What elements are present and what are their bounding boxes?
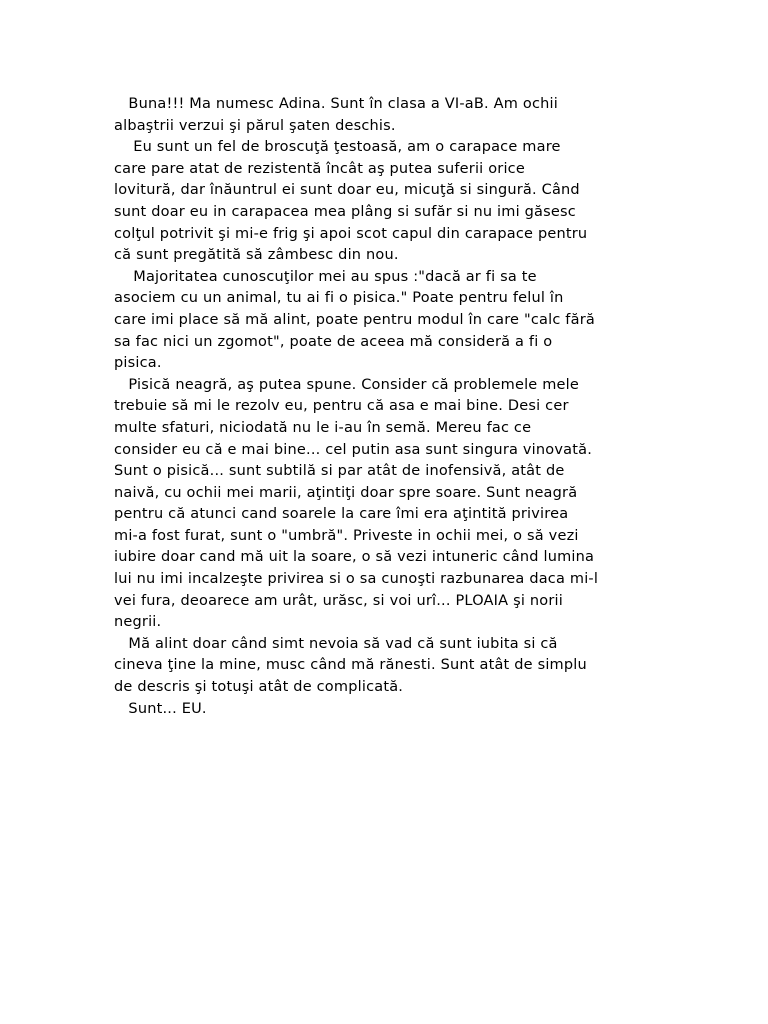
- text-line: Sunt... EU.: [114, 700, 207, 717]
- text-line: Buna!!! Ma numesc Adina. Sunt în clasa a VI-aB. Am ochii: [114, 96, 559, 112]
- text-line: pisica.: [114, 355, 162, 372]
- text-line: iubire doar cand mă uit la soare, o să vezi intuneric când lumina: [114, 549, 595, 566]
- text-line: asociem cu un animal, tu ai fi o pisica." Poate pentru felul în: [114, 290, 564, 307]
- text-line: mi-a fost furat, sunt o "umbră". Priveste in ochii mei, o să vezi: [114, 527, 579, 544]
- text-line: albaştrii verzui şi părul şaten deschis.: [114, 117, 396, 134]
- text-line: lovitură, dar înăuntrul ei sunt doar eu, micuţă si singură. Când: [114, 182, 580, 199]
- text-line: sunt doar eu in carapacea mea plâng si sufăr si nu imi găsesc: [114, 203, 576, 220]
- text-line: consider eu că e mai bine... cel putin asa sunt singura vinovată.: [114, 441, 592, 458]
- text-line: de descris şi totuşi atât de complicată.: [114, 679, 404, 696]
- text-line: Pisică neagră, aş putea spune. Consider că problemele mele: [114, 376, 580, 393]
- text-line: colţul potrivit şi mi-e frig şi apoi scot capul din carapace pentru: [114, 225, 588, 242]
- text-line: Mă alint doar când simt nevoia să vad că sunt iubita si că: [114, 635, 558, 652]
- text-line: că sunt pregătită să zâmbesc din nou.: [114, 247, 399, 264]
- text-line: sa fac nici un zgomot", poate de aceea mă consideră a fi o: [114, 333, 553, 350]
- text-line: multe sfaturi, niciodată nu le i-au în semă. Mereu fac ce: [114, 419, 532, 436]
- text-line: lui nu imi incalzeşte privirea si o sa cunoşti razbunarea daca mi-l: [114, 571, 599, 588]
- text-line: care imi place să mă alint, poate pentru modul în care "calc fără: [114, 311, 595, 328]
- text-line: Majoritatea cunoscuţilor mei au spus :"dacă ar fi sa te: [114, 268, 537, 285]
- text-line: Eu sunt un fel de broscuţă ţestoasă, am o carapace mare: [114, 139, 561, 156]
- text-line: vei fura, deoarece am urât, urăsc, si voi urî... PLOAIA şi norii: [114, 592, 563, 609]
- text-line: cineva ţine la mine, musc când mă rănesti. Sunt atât de simplu: [114, 657, 587, 674]
- text-line: negrii.: [114, 614, 162, 631]
- document-text: [114, 94, 674, 720]
- text-line: pentru că atunci cand soarele la care îmi era aţintită privirea: [114, 506, 569, 523]
- text-line: naivă, cu ochii mei marii, aţintiţi doar spre soare. Sunt neagră: [114, 484, 578, 501]
- text-line: trebuie să mi le rezolv eu, pentru că asa e mai bine. Desi cer: [114, 398, 569, 415]
- text-line: Sunt o pisică... sunt subtilă si par atât de inofensivă, atât de: [114, 463, 565, 480]
- text-line: care pare atat de rezistentă încât aş putea suferii orice: [114, 160, 525, 177]
